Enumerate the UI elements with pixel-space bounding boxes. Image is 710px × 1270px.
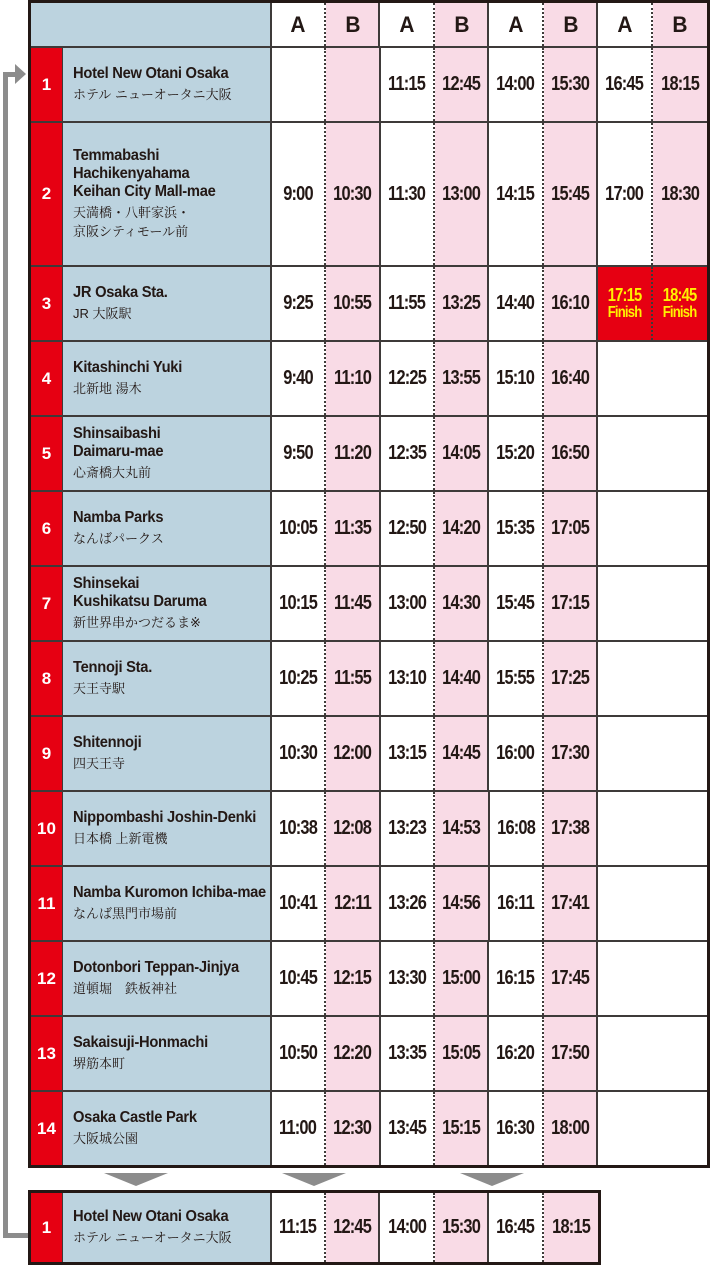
departure-time: 10:55 [326,267,380,340]
departure-time: 17:41 [544,867,598,940]
stop-name-ja-line: 心斎橋大丸前 [72,465,151,480]
departure-time: 11:15 [381,48,435,121]
departure-time: 15:45 [489,567,543,640]
departure-time: 10:41 [272,867,326,940]
stop-name-ja [73,1054,260,1073]
stop-name-en: Hachikenyahama [72,165,190,182]
departure-time: 10:30 [272,717,326,790]
stop-number: 1 [31,1193,63,1262]
stop-name-en: Namba Kuromon Ichiba-mae [72,884,266,901]
stop-name-en: Temmabashi [72,147,160,164]
empty-cell [598,1017,707,1090]
stop-name [63,492,272,565]
stop-name [63,567,272,640]
departure-time: 12:20 [326,1017,380,1090]
stop-name-en: Daimaru-mae [72,443,164,460]
departure-time: 9:50 [272,417,326,490]
departure-time: 16:10 [544,267,598,340]
departure-time: 10:15 [272,567,326,640]
stop-name-en: Namba Parks [72,509,164,526]
return-stop-row [31,1193,598,1262]
stop-name [63,342,272,415]
stop-number: 9 [31,717,63,790]
departure-time: 18:30 [653,123,707,265]
col-header: B [544,3,598,46]
stop-number: 11 [31,867,63,940]
departure-time: 17:05 [544,492,598,565]
departure-time: 10:05 [272,492,326,565]
departure-time: 18:15 [653,48,707,121]
stop-name [63,1017,272,1090]
col-header: A [380,3,434,46]
departure-time: 15:45 [544,123,598,265]
departure-time: 17:00 [598,123,652,265]
stop-number: 2 [31,123,63,265]
stop-name [63,942,272,1015]
departure-time: 13:00 [435,123,489,265]
finish-label: Finish [662,303,697,321]
stop-name-ja-line: 新世界串かつだるま※ [72,615,201,630]
stop-number: 10 [31,792,63,865]
stop-name-ja [73,754,260,773]
departure-time: 17:45 [544,942,598,1015]
down-triangle-icon [104,1173,168,1186]
stop-row [31,790,707,865]
departure-time: 12:45 [326,1193,380,1262]
stop-name-ja [73,1129,260,1148]
right-arrow-icon [15,64,26,84]
stop-name-en: Sakaisuji-Honmachi [72,1034,208,1051]
stop-name [63,48,272,121]
departure-time: 11:55 [381,267,435,340]
departure-time: 12:35 [381,417,435,490]
stop-number: 4 [31,342,63,415]
stop-name-ja-line: 道頓堀 鉄板神社 [72,981,177,996]
empty-cell [598,492,707,565]
departure-time: 16:15 [489,942,543,1015]
stop-name [63,417,272,490]
col-header: B [435,3,489,46]
col-header: A [489,3,543,46]
stop-name-ja [73,679,260,698]
stop-name-ja [73,829,260,848]
departure-time: 11:15 [272,1193,326,1262]
stop-name-en: Shinsaibashi [72,425,161,442]
empty-cell [598,1092,707,1165]
departure-time: 18:00 [544,1092,598,1165]
stop-row [31,415,707,490]
stop-name-ja-line: 大阪城公園 [72,1131,138,1146]
departure-time: 15:55 [489,642,543,715]
finish-time-value: 18:45 [662,284,697,305]
departure-time: 12:45 [435,48,489,121]
departure-time: 13:23 [381,792,435,865]
empty-cell [598,867,707,940]
finish-time [598,267,652,340]
departure-time: 15:15 [435,1092,489,1165]
departure-time: 14:45 [435,717,489,790]
empty-cell [598,567,707,640]
stop-row [31,265,707,340]
departure-time: 11:10 [326,342,380,415]
departure-time: 13:00 [381,567,435,640]
departure-time: 15:35 [489,492,543,565]
departure-time: 12:15 [326,942,380,1015]
empty-cell [598,417,707,490]
stop-name-en: Dotonbori Teppan-Jinjya [72,959,239,976]
stop-row [31,1090,707,1165]
stop-name-ja-line: ホテル ニューオータニ大阪 [72,87,232,102]
stop-name-ja [73,463,260,482]
stop-name-en: JR Osaka Sta. [72,284,168,301]
header-row [31,3,707,46]
stop-name-ja [73,85,260,104]
stop-name-ja-line: JR 大阪駅 [72,306,132,321]
stop-name-ja-line: 京阪シティモール前 [72,224,189,239]
stop-name-en: Tennoji Sta. [72,659,152,676]
loop-line [3,72,8,1238]
departure-time: 14:40 [489,267,543,340]
departure-time: 14:56 [435,867,489,940]
finish-time [653,267,707,340]
stop-name [63,717,272,790]
departure-time: 18:15 [544,1193,598,1262]
stop-row [31,640,707,715]
departure-time: 16:45 [489,1193,543,1262]
stop-name-ja-line: なんばパークス [72,531,164,546]
stop-name-ja [73,379,260,398]
departure-time: 15:00 [435,942,489,1015]
stop-row [31,46,707,121]
stop-name-en: Shinsekai [72,575,140,592]
down-triangle-icon [460,1173,524,1186]
empty-cell [598,342,707,415]
departure-time: 16:50 [544,417,598,490]
departure-time: 11:00 [272,1092,326,1165]
stop-name-en: Shitennoji [72,734,142,751]
stop-number: 5 [31,417,63,490]
departure-time: 11:30 [381,123,435,265]
departure-time [272,48,326,121]
departure-time: 13:35 [381,1017,435,1090]
departure-time: 13:25 [435,267,489,340]
empty-cell [598,717,707,790]
departure-time: 16:45 [598,48,652,121]
stop-number: 6 [31,492,63,565]
finish-label: Finish [607,303,642,321]
stop-name-ja [73,979,260,998]
departure-time: 16:00 [489,717,543,790]
stop-row [31,565,707,640]
stop-name-ja [73,304,260,323]
loop-line-bottom [3,1233,31,1238]
departure-time: 13:55 [435,342,489,415]
stop-name-ja-line: 天王寺駅 [72,681,125,696]
departure-time: 12:50 [381,492,435,565]
stop-name-ja [73,904,260,923]
departure-time: 13:26 [381,867,435,940]
stop-name [63,267,272,340]
stop-name-ja-line: 北新地 湯木 [72,381,142,396]
departure-time: 15:05 [435,1017,489,1090]
departure-time: 12:08 [326,792,380,865]
departure-time: 13:30 [381,942,435,1015]
return-timetable [28,1190,601,1265]
departure-time [326,48,380,121]
stop-name [63,642,272,715]
departure-time: 14:20 [435,492,489,565]
departure-time: 9:40 [272,342,326,415]
departure-time: 16:30 [489,1092,543,1165]
departure-time: 13:45 [381,1092,435,1165]
stop-number: 3 [31,267,63,340]
departure-time: 9:25 [272,267,326,340]
stop-name [63,1092,272,1165]
empty-cell [598,642,707,715]
stop-number: 13 [31,1017,63,1090]
departure-time: 14:05 [435,417,489,490]
stop-name-ja [73,529,260,548]
stop-row [31,940,707,1015]
stop-name-en: Kitashinchi Yuki [72,359,182,376]
stop-name-en: Nippombashi Joshin-Denki [72,809,257,826]
departure-time: 13:15 [381,717,435,790]
departure-time: 14:40 [435,642,489,715]
stop-number: 12 [31,942,63,1015]
departure-time: 11:20 [326,417,380,490]
departure-time: 10:45 [272,942,326,1015]
departure-time: 12:25 [381,342,435,415]
departure-time: 14:15 [489,123,543,265]
stop-number: 14 [31,1092,63,1165]
stop-name [63,123,272,265]
departure-time: 11:55 [326,642,380,715]
finish-time-value: 17:15 [607,284,642,305]
departure-time: 11:35 [326,492,380,565]
departure-time: 11:45 [326,567,380,640]
departure-time: 10:50 [272,1017,326,1090]
stop-name-ja-line: 日本橋 上新電機 [72,831,168,846]
departure-time: 12:00 [326,717,380,790]
departure-time: 16:40 [544,342,598,415]
departure-time: 14:00 [489,48,543,121]
stop-name [63,792,272,865]
departure-time: 14:00 [380,1193,434,1262]
stop-name-en: Keihan City Mall-mae [72,183,216,200]
departure-time: 15:30 [435,1193,489,1262]
stop-name-ja-line: 四天王寺 [72,756,125,771]
stop-name-en: Hotel New Otani Osaka [72,65,229,82]
stop-row [31,865,707,940]
departure-time: 13:10 [381,642,435,715]
timetable [28,0,710,1168]
stop-name-en: Hotel New Otani Osaka [72,1208,229,1225]
stop-name-ja [73,203,260,241]
stop-row [31,490,707,565]
stop-name-ja-line: 天満橋・八軒家浜・ [72,205,190,220]
departure-time: 14:53 [435,792,489,865]
stop-name [63,867,272,940]
empty-cell [598,942,707,1015]
stop-row [31,1015,707,1090]
departure-time: 12:11 [326,867,380,940]
departure-time: 12:30 [326,1092,380,1165]
col-header: B [326,3,380,46]
col-header: A [598,3,652,46]
departure-time: 16:11 [490,867,544,940]
stop-row [31,121,707,265]
departure-time: 15:20 [489,417,543,490]
stop-name-ja [73,613,260,632]
departure-time: 17:30 [544,717,598,790]
departure-time: 10:25 [272,642,326,715]
col-header: B [653,3,707,46]
stop-number: 8 [31,642,63,715]
departure-time: 15:30 [544,48,598,121]
departure-time: 17:38 [544,792,598,865]
col-header: A [272,3,326,46]
stop-name-en: Kushikatsu Daruma [72,593,207,610]
stop-name-en: Osaka Castle Park [72,1109,197,1126]
stop-number: 7 [31,567,63,640]
header-blank [31,3,272,46]
departure-time: 10:38 [272,792,326,865]
departure-time: 15:10 [489,342,543,415]
departure-time: 17:25 [544,642,598,715]
departure-time: 16:08 [490,792,544,865]
stop-row [31,340,707,415]
departure-time: 17:50 [544,1017,598,1090]
empty-cell [598,792,707,865]
down-triangle-icon [282,1173,346,1186]
stop-name-ja-line: なんば黒門市場前 [72,906,177,921]
stop-row [31,715,707,790]
departure-time: 16:20 [489,1017,543,1090]
departure-time: 14:30 [435,567,489,640]
departure-time: 17:15 [544,567,598,640]
departure-time: 10:30 [326,123,380,265]
stop-name-ja [73,1228,260,1247]
departure-time: 9:00 [272,123,326,265]
stop-name-ja-line: ホテル ニューオータニ大阪 [72,1230,232,1245]
stop-name [63,1193,272,1262]
stop-number: 1 [31,48,63,121]
stop-name-ja-line: 堺筋本町 [72,1056,125,1071]
